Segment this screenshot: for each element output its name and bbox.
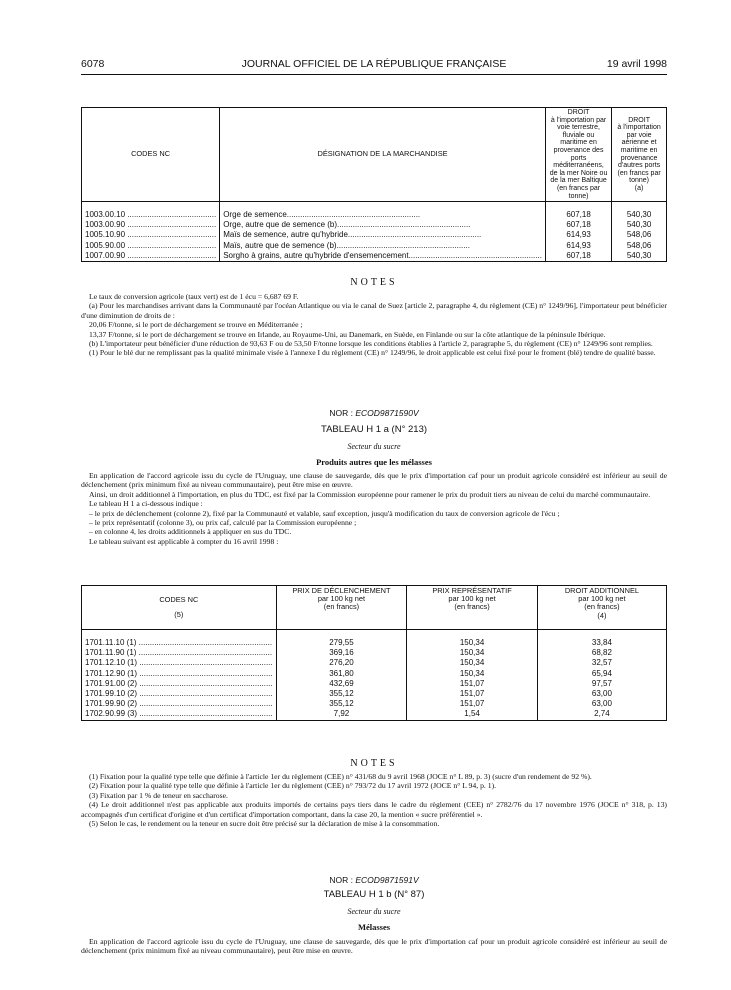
notes-2 bbox=[81, 772, 667, 828]
paragraph: (2) Fixation pour la qualité type telle que définie à l'article 1er du règlement (CEE) n° 793/72 du 17 avril 1972 (JOCE n° L 94, p. 1). bbox=[89, 781, 497, 791]
nor-reference-2 bbox=[81, 875, 667, 885]
running-header bbox=[81, 58, 667, 72]
cell-prix-declenchement: 432,69 bbox=[276, 679, 407, 689]
cell-code: 1003.00.10 ........................................ bbox=[82, 210, 220, 220]
paragraph: (4) Le droit additionnel n'est pas applicable aux produits importés de certains pays tiers dans le cadre du règlement (CEE) n° 2782/76 du 17 novembre 1976 (JOCE n° 318, p. 13) accompagnés d'un certificat d'origine et d'un certificat d'importation comportant, dans la case 20, la mention « sucre préférentiel ». bbox=[81, 800, 667, 819]
cell-code: 1701.99.10 (2) ............................................................ bbox=[82, 689, 277, 699]
col-header-designation: DÉSIGNATION DE LA MARCHANDISE bbox=[220, 108, 546, 202]
notes-title-1: NOTES bbox=[350, 277, 398, 288]
code-text: 1701.91.00 (2) bbox=[85, 678, 138, 688]
secteur-sucre-2: Secteur du sucre bbox=[347, 907, 401, 916]
section-3-body bbox=[81, 937, 667, 956]
cell-designation: Sorgho à grains, autre qu'hybride d'ensemencement............................................................ bbox=[220, 251, 546, 262]
paragraph: – le prix de déclenchement (colonne 2), fixé par la Communauté et valable, sauf exception, jusqu'à modification du taux de conversion agricole de l'écu ; bbox=[89, 508, 560, 518]
cell-prix-representatif: 150,34 bbox=[407, 648, 538, 658]
cell-prix-representatif: 150,34 bbox=[407, 658, 538, 668]
cell-code: 1701.99.90 (2) ............................................................ bbox=[82, 699, 277, 709]
cell-code: 1003.00.90 ........................................ bbox=[82, 220, 220, 230]
cell-code: 1701.11.10 (1) ............................................................ bbox=[82, 638, 277, 648]
paragraph: Le tableau suivant est applicable à compter du 16 avril 1998 : bbox=[89, 536, 279, 546]
cell-code: 1005.10.90 ........................................ bbox=[82, 231, 220, 241]
nor-label: NOR : bbox=[329, 875, 356, 885]
cell-droit-aerienne: 540,30 bbox=[612, 220, 667, 230]
cell-droit-additionnel: 32,57 bbox=[537, 658, 666, 668]
cell-droit-aerienne: 540,30 bbox=[612, 210, 667, 220]
cell-code: 1005.90.00 ........................................ bbox=[82, 241, 220, 251]
code-text: 1701.12.10 (1) bbox=[85, 658, 138, 668]
designation-text: Orge, autre que de semence (b) bbox=[223, 220, 338, 230]
col-header-codes-nc bbox=[82, 586, 277, 630]
header-rule bbox=[81, 74, 667, 75]
code-text: 1701.11.90 (1) bbox=[85, 648, 137, 658]
paragraph: – en colonne 4, les droits additionnels à appliquer en sus du TDC. bbox=[89, 527, 292, 537]
cell-droit-additionnel: 65,94 bbox=[537, 669, 666, 679]
nor-code: ECOD9871591V bbox=[355, 875, 419, 885]
paragraph: (1) Pour le blé dur ne remplissant pas la qualité minimale visée à l'annexe I du règlement (CE) n° 1249/96, le droit applicable est celui fixé pour le froment (blé) tendre de qualité basse. bbox=[89, 348, 656, 358]
code-text: 1701.99.90 (2) bbox=[85, 699, 138, 709]
secteur-sucre-1: Secteur du sucre bbox=[347, 442, 401, 451]
code-text: 1005.10.90 bbox=[85, 230, 126, 240]
droits-additionnels-body bbox=[82, 630, 667, 721]
paragraph: (b) L'importateur peut bénéficier d'une réduction de 93,63 F ou de 53,50 F/tonne lorsque les conditions établies à l'article 2, paragraphe 5, du règlement (CE) n° 1249/96 sont remplies. bbox=[89, 339, 653, 349]
cell-prix-representatif: 151,07 bbox=[407, 679, 538, 689]
cell-prix-declenchement: 276,20 bbox=[276, 658, 407, 668]
table-row bbox=[82, 231, 667, 241]
droits-cereales-table bbox=[81, 107, 667, 262]
table-row bbox=[82, 709, 667, 720]
table-row bbox=[82, 658, 667, 668]
paragraph: 20,06 F/tonne, si le port de déchargement se trouve en Méditerranée ; bbox=[89, 320, 303, 330]
cell-droit-aerienne: 548,06 bbox=[612, 241, 667, 251]
paragraph: (3) Fixation par 1 % de teneur en saccharose. bbox=[89, 790, 228, 800]
codes-label: CODES NC bbox=[159, 595, 199, 605]
col-header-droit-terrestre: DROIT à l'importation par voie terrestre, fluviale ou maritime en provenance des ports méditerranéens, de la mer Noire ou de la mer Baltique (en francs par tonne) bbox=[545, 108, 611, 202]
codes-note: (5) bbox=[174, 609, 184, 619]
designation-text: Maïs de semence, autre qu'hybride bbox=[223, 230, 348, 240]
col-header-droit-additionnel bbox=[537, 586, 666, 630]
cell-prix-declenchement: 361,80 bbox=[276, 669, 407, 679]
cell-droit-terrestre: 614,93 bbox=[545, 231, 611, 241]
code-text: 1701.99.10 (2) bbox=[85, 688, 138, 698]
cell-designation: Orge de semence............................................................ bbox=[220, 210, 546, 220]
designation-text: Sorgho à grains, autre qu'hybride d'ensemencement bbox=[223, 250, 409, 260]
notes-1 bbox=[81, 292, 667, 358]
code-text: 1003.00.90 bbox=[85, 220, 126, 230]
cell-droit-additionnel: 33,84 bbox=[537, 638, 666, 648]
nor-code: ECOD9871590V bbox=[355, 408, 419, 418]
designation-text: Orge de semence bbox=[223, 210, 287, 220]
cell-prix-declenchement: 369,16 bbox=[276, 648, 407, 658]
cell-droit-additionnel: 2,74 bbox=[537, 709, 666, 720]
cell-prix-representatif: 150,34 bbox=[407, 669, 538, 679]
table-row bbox=[82, 648, 667, 658]
cell-prix-representatif: 1,54 bbox=[407, 709, 538, 720]
cell-code: 1702.90.99 (3) ............................................................ bbox=[82, 709, 277, 720]
nor-reference-1 bbox=[81, 408, 667, 418]
code-text: 1003.00.10 bbox=[85, 210, 126, 220]
cell-designation: Orge, autre que de semence (b)............................................................ bbox=[220, 220, 546, 230]
droit-additionnel-label: DROIT ADDITIONNEL par 100 kg net (en francs) bbox=[564, 586, 640, 612]
tableau-h1b-title: TABLEAU H 1 b (N° 87) bbox=[323, 889, 425, 900]
cell-droit-additionnel: 68,82 bbox=[537, 648, 666, 658]
cell-code: 1701.11.90 (1) ............................................................ bbox=[82, 648, 277, 658]
droits-cereales-body bbox=[82, 202, 667, 262]
paragraph: Le tableau H 1 a ci-dessous indique : bbox=[89, 499, 203, 509]
table-row bbox=[82, 669, 667, 679]
paragraph: Ainsi, un droit additionnel à l'importation, en plus du TDC, est fixé par la Commission européenne pour ramener le prix du produit tiers au niveau de celui du marché communautaire. bbox=[89, 489, 651, 499]
cell-prix-representatif: 150,34 bbox=[407, 638, 538, 648]
cell-code: 1701.91.00 (2) ............................................................ bbox=[82, 679, 277, 689]
code-text: 1701.11.10 (1) bbox=[85, 638, 137, 647]
col-header-codes: CODES NC bbox=[82, 108, 220, 202]
table-row bbox=[82, 689, 667, 699]
code-text: 1007.00.90 bbox=[85, 250, 126, 260]
paragraph: (a) Pour les marchandises arrivant dans la Communauté par l'océan Atlantique ou via le canal de Suez [article 2, paragraphe 4, du règlement (CE) n° 1249/96], l'importateur peut bénéficier d'une diminution de droits de : bbox=[81, 301, 667, 320]
cell-designation: Maïs de semence, autre qu'hybride............................................................ bbox=[220, 231, 546, 241]
tableau-h1a-title: TABLEAU H 1 a (N° 213) bbox=[320, 424, 428, 435]
melasses-subtitle: Mélasses bbox=[357, 922, 391, 932]
cell-prix-declenchement: 355,12 bbox=[276, 689, 407, 699]
notes-title-2: NOTES bbox=[350, 758, 398, 769]
paragraph: (1) Fixation pour la qualité type telle que définie à l'article 1er du règlement (CEE) n° 431/68 du 9 avril 1968 (JOCE n° L 89, p. 3) (sucre d'un rendement de 92 %). bbox=[89, 772, 592, 781]
cell-prix-representatif: 151,07 bbox=[407, 689, 538, 699]
paragraph: – le prix représentatif (colonne 3), ou prix caf, calculé par la Commission européenne ; bbox=[89, 518, 357, 528]
designation-text: Maïs, autre que de semence (b) bbox=[223, 240, 337, 250]
table-row bbox=[82, 638, 667, 648]
cell-prix-declenchement: 279,55 bbox=[276, 638, 407, 648]
droits-additionnels-sucre-table bbox=[81, 585, 667, 721]
cell-droit-terrestre: 614,93 bbox=[545, 241, 611, 251]
paragraph: En application de l'accord agricole issu du cycle de l'Uruguay, une clause de sauvegarde, dès que le prix d'importation caf pour un produit agricole considéré est inférieur au seuil de déclenchement (prix minimum fixé au niveau communautaire), peut être mise en œuvre. bbox=[81, 471, 667, 490]
cell-code: 1007.00.90 ........................................ bbox=[82, 251, 220, 262]
table-row bbox=[82, 679, 667, 689]
col-header-prix-declenchement: PRIX DE DÉCLENCHEMENT par 100 kg net (en francs) bbox=[276, 586, 407, 630]
col-header-prix-representatif: PRIX REPRÉSENTATIF par 100 kg net (en francs) bbox=[407, 586, 538, 630]
cell-droit-terrestre: 607,18 bbox=[545, 220, 611, 230]
table-row bbox=[82, 251, 667, 262]
col-header-droit-aerienne: DROIT à l'importation par voie aérienne et maritime en provenance d'autres ports (en francs par tonne) (a) bbox=[612, 108, 667, 202]
table-row bbox=[82, 699, 667, 709]
page-number: 6078 bbox=[81, 58, 105, 70]
cell-droit-terrestre: 607,18 bbox=[545, 210, 611, 220]
table-row bbox=[82, 210, 667, 220]
cell-prix-representatif: 151,07 bbox=[407, 699, 538, 709]
cell-droit-aerienne: 540,30 bbox=[612, 251, 667, 262]
table-row bbox=[82, 241, 667, 251]
paragraph: Le taux de conversion agricole (taux vert) est de 1 écu = 6,687 69 F. bbox=[89, 292, 299, 301]
cell-prix-declenchement: 355,12 bbox=[276, 699, 407, 709]
section-3-paragraph: En application de l'accord agricole issu du cycle de l'Uruguay, une clause de sauvegarde, dès que le prix d'importation caf pour un produit agricole considéré est inférieur au seuil de déclenchement (prix minimum fixé au niveau communautaire), peut être mise en œuvre. bbox=[81, 937, 667, 956]
produits-subtitle: Produits autres que les mélasses bbox=[316, 457, 432, 467]
nor-label: NOR : bbox=[329, 408, 356, 418]
cell-droit-additionnel: 97,57 bbox=[537, 679, 666, 689]
cell-code: 1701.12.90 (1) ............................................................ bbox=[82, 669, 277, 679]
table-row bbox=[82, 220, 667, 230]
publication-date: 19 avril 1998 bbox=[606, 58, 667, 70]
section-2-body bbox=[81, 471, 667, 546]
code-text: 1702.90.99 (3) bbox=[85, 709, 138, 719]
cell-prix-declenchement: 7,92 bbox=[276, 709, 407, 720]
cell-droit-additionnel: 63,00 bbox=[537, 689, 666, 699]
code-text: 1701.12.90 (1) bbox=[85, 668, 138, 678]
cell-droit-terrestre: 607,18 bbox=[545, 251, 611, 262]
droit-note: (4) bbox=[597, 610, 607, 620]
journal-title: JOURNAL OFFICIEL DE LA RÉPUBLIQUE FRANÇAISE bbox=[241, 58, 507, 70]
paragraph: (5) Selon le cas, le rendement ou la teneur en sucre doit être précisé sur la déclaration de mise à la consommation. bbox=[89, 819, 440, 829]
cell-droit-aerienne: 548,06 bbox=[612, 231, 667, 241]
cell-designation: Maïs, autre que de semence (b)............................................................ bbox=[220, 241, 546, 251]
code-text: 1005.90.00 bbox=[85, 240, 126, 250]
paragraph: 13,37 F/tonne, si le port de déchargement se trouve en Irlande, au Royaume-Uni, au Danemark, en Suède, en Finlande ou sur la côte atlantique de la péninsule Ibérique. bbox=[89, 329, 606, 339]
cell-code: 1701.12.10 (1) ............................................................ bbox=[82, 658, 277, 668]
cell-droit-additionnel: 63,00 bbox=[537, 699, 666, 709]
